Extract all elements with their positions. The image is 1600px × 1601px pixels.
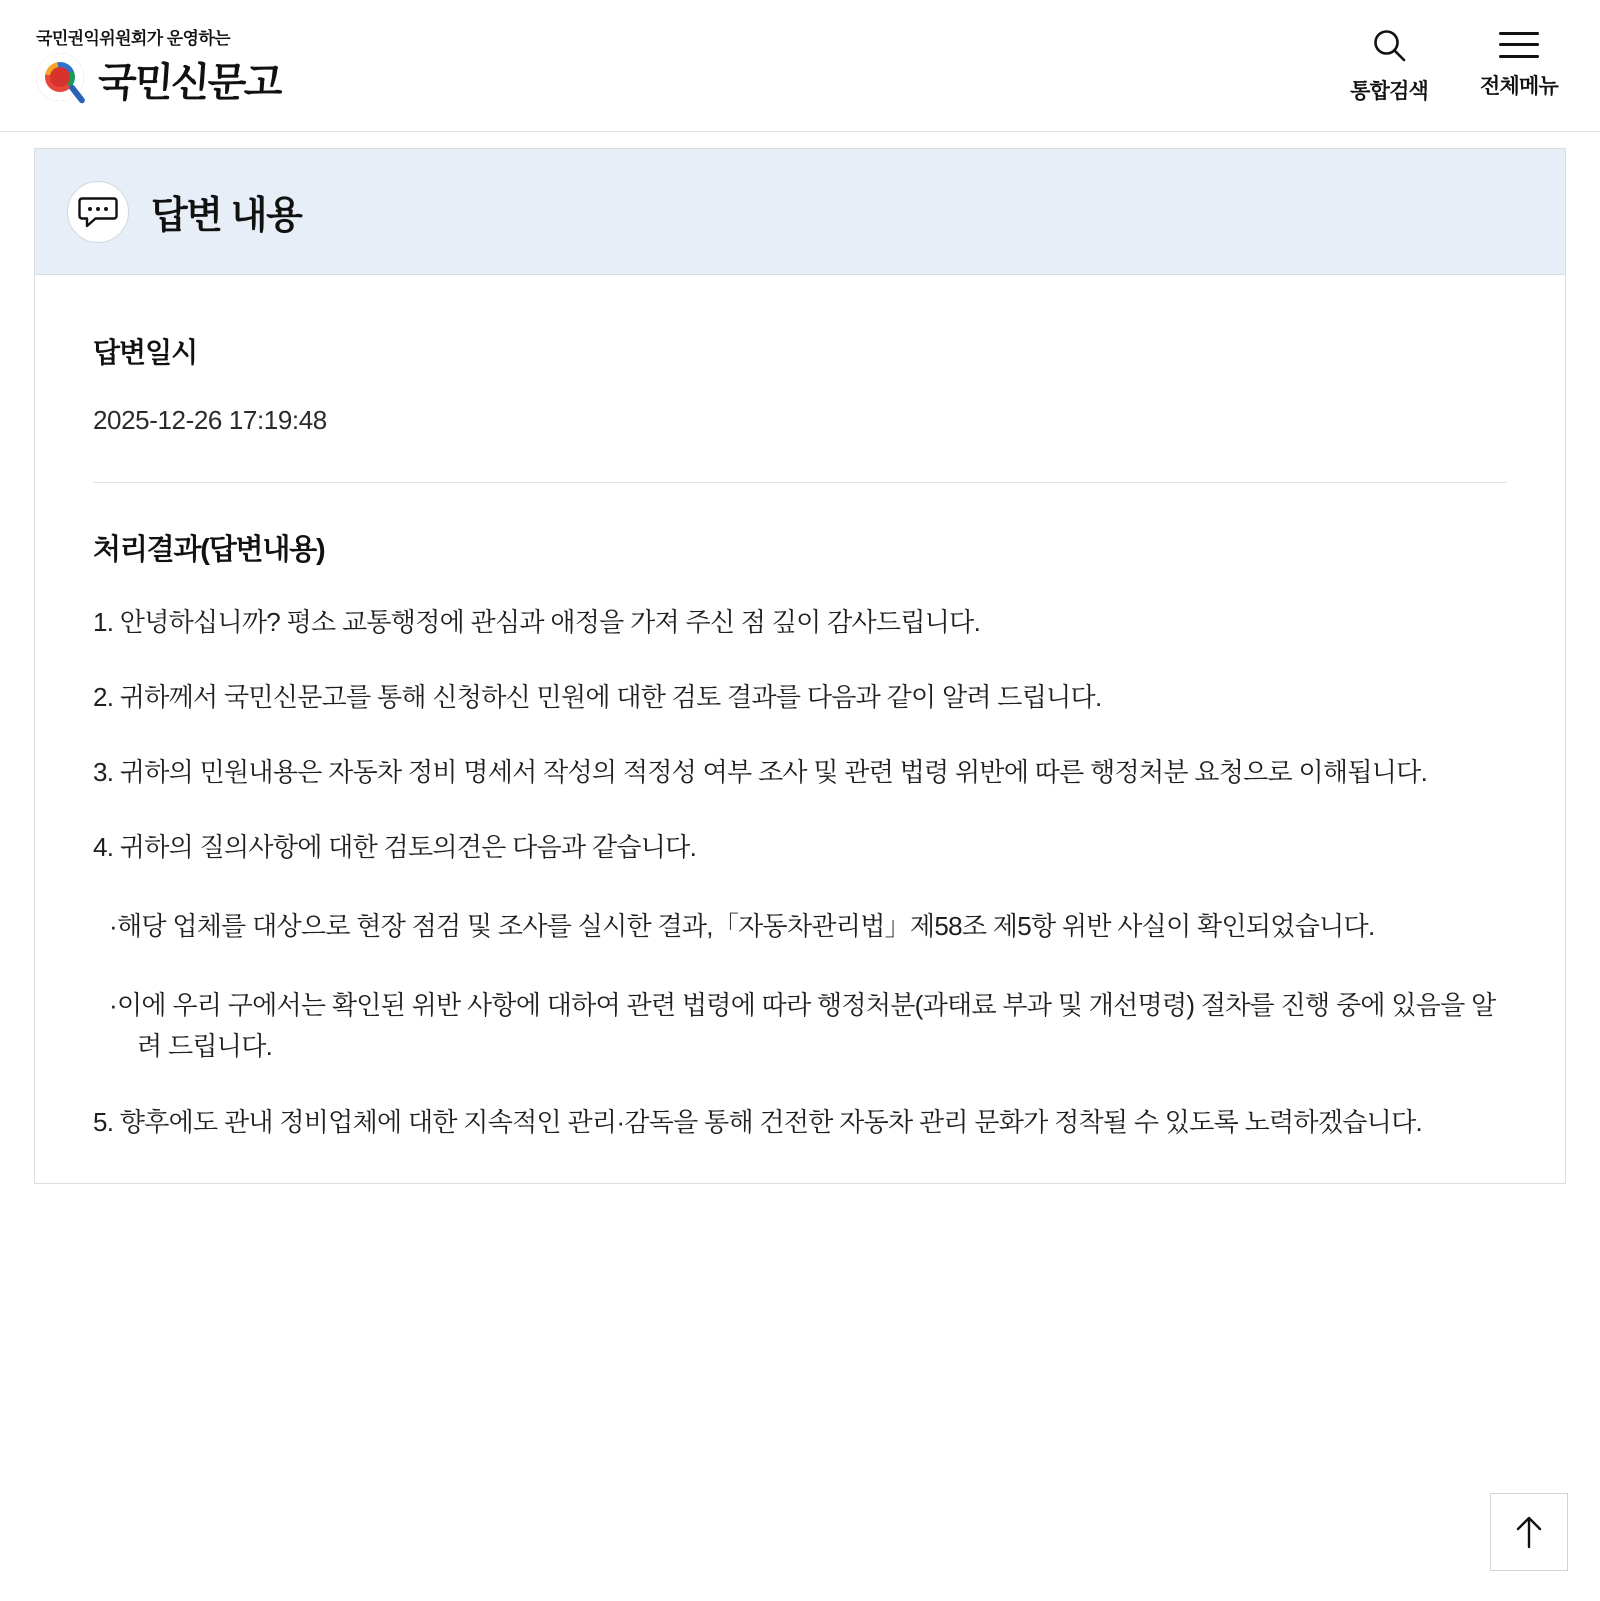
all-menu-button-label: 전체메뉴 bbox=[1480, 74, 1558, 98]
answer-date-value: 2025-12-26 17:19:48 bbox=[93, 405, 327, 435]
answer-paragraph-2: 2. 귀하께서 국민신문고를 통해 신청하신 민원에 대한 검토 결과를 다음과 같이 알려 드립니다. bbox=[93, 682, 1102, 713]
result-section-title: 처리결과(답변내용) bbox=[93, 534, 325, 566]
answer-subparagraph-2: ·이에 우리 구에서는 확인된 위반 사항에 대하여 관련 법령에 따라 행정처분(과태료 부과 및 개선명령) 절차를 진행 중에 있음을 알려 드립니다. bbox=[109, 990, 1496, 1062]
arrow-up-icon bbox=[1512, 1514, 1546, 1550]
answer-subparagraph-1: ·해당 업체를 대상으로 현장 점검 및 조사를 실시한 결과,「자동차관리법」제58조 제5항 위반 사실이 확인되었습니다. bbox=[109, 911, 1375, 942]
answer-paragraph-1: 1. 안녕하십니까? 평소 교통행정에 관심과 애정을 가져 주신 점 깊이 감사드립니다. bbox=[93, 607, 981, 637]
hamburger-menu-icon bbox=[1499, 32, 1539, 58]
scroll-to-top-button[interactable] bbox=[1490, 1493, 1568, 1571]
section-divider bbox=[93, 482, 1507, 483]
answer-card-body bbox=[35, 275, 1565, 1183]
answer-card bbox=[34, 148, 1566, 1184]
site-header bbox=[0, 0, 1600, 132]
search-button[interactable] bbox=[1350, 27, 1428, 105]
header-actions bbox=[1350, 27, 1558, 105]
answer-paragraph-4: 4. 귀하의 질의사항에 대한 검토의견은 다음과 같습니다. bbox=[93, 832, 697, 863]
brand-wordmark: 국민신문고 bbox=[96, 59, 283, 105]
search-button-label: 통합검색 bbox=[1350, 79, 1429, 103]
brand-sup-text: 국민권익위원회가 운영하는 bbox=[36, 28, 230, 48]
all-menu-button[interactable] bbox=[1480, 32, 1558, 100]
brand-main bbox=[34, 51, 281, 108]
search-icon bbox=[1371, 27, 1407, 63]
answer-card-header bbox=[35, 149, 1565, 275]
page-title: 답변 내용 bbox=[151, 195, 302, 237]
site-logo[interactable] bbox=[34, 24, 281, 108]
speech-bubble-icon bbox=[67, 181, 129, 243]
taegeuk-magnifier-icon bbox=[34, 51, 90, 107]
answer-date-label: 답변일시 bbox=[93, 337, 198, 368]
answer-paragraph-5: 5. 향후에도 관내 정비업체에 대한 지속적인 관리·감독을 통해 건전한 자동차 관리 문화가 정착될 수 있도록 노력하겠습니다. bbox=[93, 1106, 1423, 1137]
answer-paragraph-3: 3. 귀하의 민원내용은 자동차 정비 명세서 작성의 적정성 여부 조사 및 관련 법령 위반에 따른 행정처분 요청으로 이해됩니다. bbox=[93, 757, 1428, 788]
